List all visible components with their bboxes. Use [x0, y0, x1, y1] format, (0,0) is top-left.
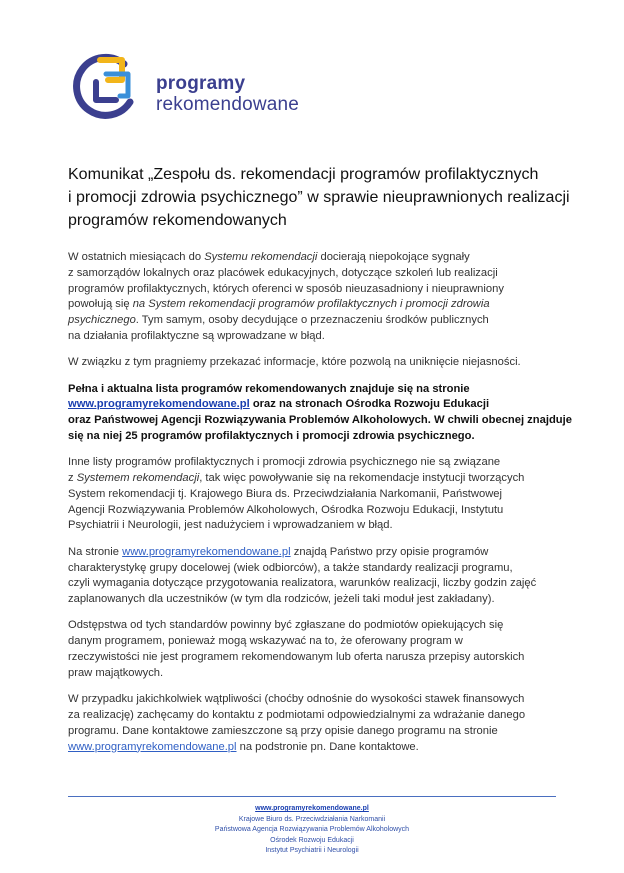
text: W ostatnich miesiącach do [68, 251, 205, 263]
italic-text: psychicznego [68, 314, 136, 327]
website-link[interactable]: www.programyrekomendowane.pl [122, 545, 291, 558]
document-body [68, 250, 572, 766]
footer-institution: Ośrodek Rozwoju Edukacji [270, 836, 354, 844]
paragraph-contact [68, 692, 558, 755]
text-line: charakterystykę grupy docelowej (wiek odbiorców), a także standardy realizacji programu, [68, 561, 513, 574]
page-title [68, 163, 568, 232]
text: znajdą Państwo przy opisie programów [290, 545, 489, 558]
text-line: Odstępstwa od tych standardów powinny być zgłaszane do podmiotów opiekujących się [68, 619, 504, 632]
paragraph-intro [68, 250, 558, 345]
logo-mark-icon [70, 52, 148, 124]
paragraph-deviations [68, 618, 558, 681]
text-line [68, 397, 558, 413]
footer-divider [68, 796, 556, 797]
text: oraz na stronach Ośrodka Rozwoju Edukacji [249, 398, 490, 411]
text-line: programu. Dane kontaktowe zamieszczone są przy opisie danego programu na stronie [68, 724, 498, 737]
text: . Tym samym, osoby decydujące o przeznaczeniu środków publicznych [135, 314, 489, 327]
text-line: czyli wymagania dotyczące przygotowania realizatora, warunków realizacji, liczby godzin zajęć [68, 577, 537, 590]
paragraph-standards [68, 545, 558, 608]
text-line: zaplanowanych dla uczestników (w tym dla rodziców, jeżeli taki moduł jest zakładany). [68, 593, 495, 606]
text: Na stronie [68, 545, 123, 558]
text-line: programów profilaktycznych, których oferenci w sposób nieuzasadniony i nieuprawniony [68, 282, 504, 295]
footer-institution: Państwowa Agencja Rozwiązywania Problemów Alkoholowych [214, 826, 410, 833]
text-line: Agencji Rozwiązywania Problemów Alkoholowych, Ośrodka Rozwoju Edukacji, Instytutu [68, 503, 504, 516]
text: na podstronie pn. Dane kontaktowe. [236, 740, 419, 753]
text: powołują się [68, 298, 133, 311]
text: z [68, 472, 77, 485]
text-line: Psychiatrii i Neurologii, jest nadużyciem i wprowadzaniem w błąd. [68, 519, 393, 532]
italic-text: Systemu rekomendacji [204, 251, 318, 263]
footer [68, 804, 556, 857]
logo-text [156, 73, 299, 115]
paragraph-purpose [68, 355, 558, 371]
logo [70, 52, 310, 124]
footer-website-link[interactable]: www.programyrekomendowane.pl [255, 805, 369, 812]
text-line: W przypadku jakichkolwiek wątpliwości (choćby odnośnie do wysokości stawek finansowych [68, 693, 525, 706]
text-line: się na niej 25 programów profilaktycznych i promocji zdrowia psychicznego. [68, 429, 475, 442]
text-line: oraz Państwowej Agencji Rozwiązywania Problemów Alkoholowych. W chwili obecnej znajduje [68, 414, 572, 427]
text-line: z samorządów lokalnych oraz placówek edukacyjnych, dotyczące szkoleń lub realizacji [68, 266, 498, 279]
text-line: praw majątkowych. [68, 666, 164, 679]
paragraph-other-lists [68, 455, 558, 534]
text-line: na działania profilaktyczne są wprowadzane w błąd. [68, 329, 325, 342]
text-line: danym programem, ponieważ mogą wskazywać na to, że oferowany program w [68, 635, 463, 648]
text-line [68, 471, 558, 487]
text-line: W związku z tym pragniemy przekazać informacje, które pozwolą na uniknięcie niejasności. [68, 356, 521, 369]
title-line-2: i promocji zdrowia psychicznego” w sprawie nieuprawnionych realizacji [68, 189, 570, 206]
text-line: Pełna i aktualna lista programów rekomendowanych znajduje się na stronie [68, 382, 470, 395]
text-line [68, 297, 558, 313]
text-line [68, 250, 558, 266]
footer-institution: Instytut Psychiatrii i Neurologii [265, 847, 359, 854]
logo-text-rekomendowane: rekomendowane [156, 94, 300, 115]
paragraph-official-list [68, 382, 572, 445]
text-line: System rekomendacji tj. Krajowego Biura ds. Przeciwdziałania Narkomanii, Państwowej [68, 487, 503, 500]
text: docierają niepokojące sygnały [317, 251, 470, 263]
italic-text: na System rekomendacji programów profilaktycznych i promocji zdrowia [132, 298, 490, 311]
text-line [68, 740, 558, 756]
text-line: za realizację) zachęcamy do kontaktu z podmiotami odpowiedzialnymi za wdrażanie danego [68, 708, 526, 721]
text-line: Inne listy programów profilaktycznych i promocji zdrowia psychicznego nie są związane [68, 456, 501, 469]
text-line: rzeczywistości nie jest programem rekomendowanym lub oferta narusza przepisy autorskich [68, 651, 525, 664]
footer-institution: Krajowe Biuro ds. Przeciwdziałania Narkomanii [238, 815, 386, 823]
text-line [68, 313, 558, 329]
website-link[interactable]: www.programyrekomendowane.pl [68, 740, 237, 753]
website-link[interactable]: www.programyrekomendowane.pl [68, 398, 250, 411]
text-line [68, 545, 558, 561]
logo-text-programy: programy [156, 73, 246, 94]
title-line-1: Komunikat „Zespołu ds. rekomendacji programów profilaktycznych [68, 166, 539, 183]
italic-text: Systemem rekomendacji [76, 472, 200, 485]
title-line-3: programów rekomendowanych [68, 212, 287, 229]
text: , tak więc powoływanie się na rekomendacje instytucji tworzących [199, 472, 525, 485]
